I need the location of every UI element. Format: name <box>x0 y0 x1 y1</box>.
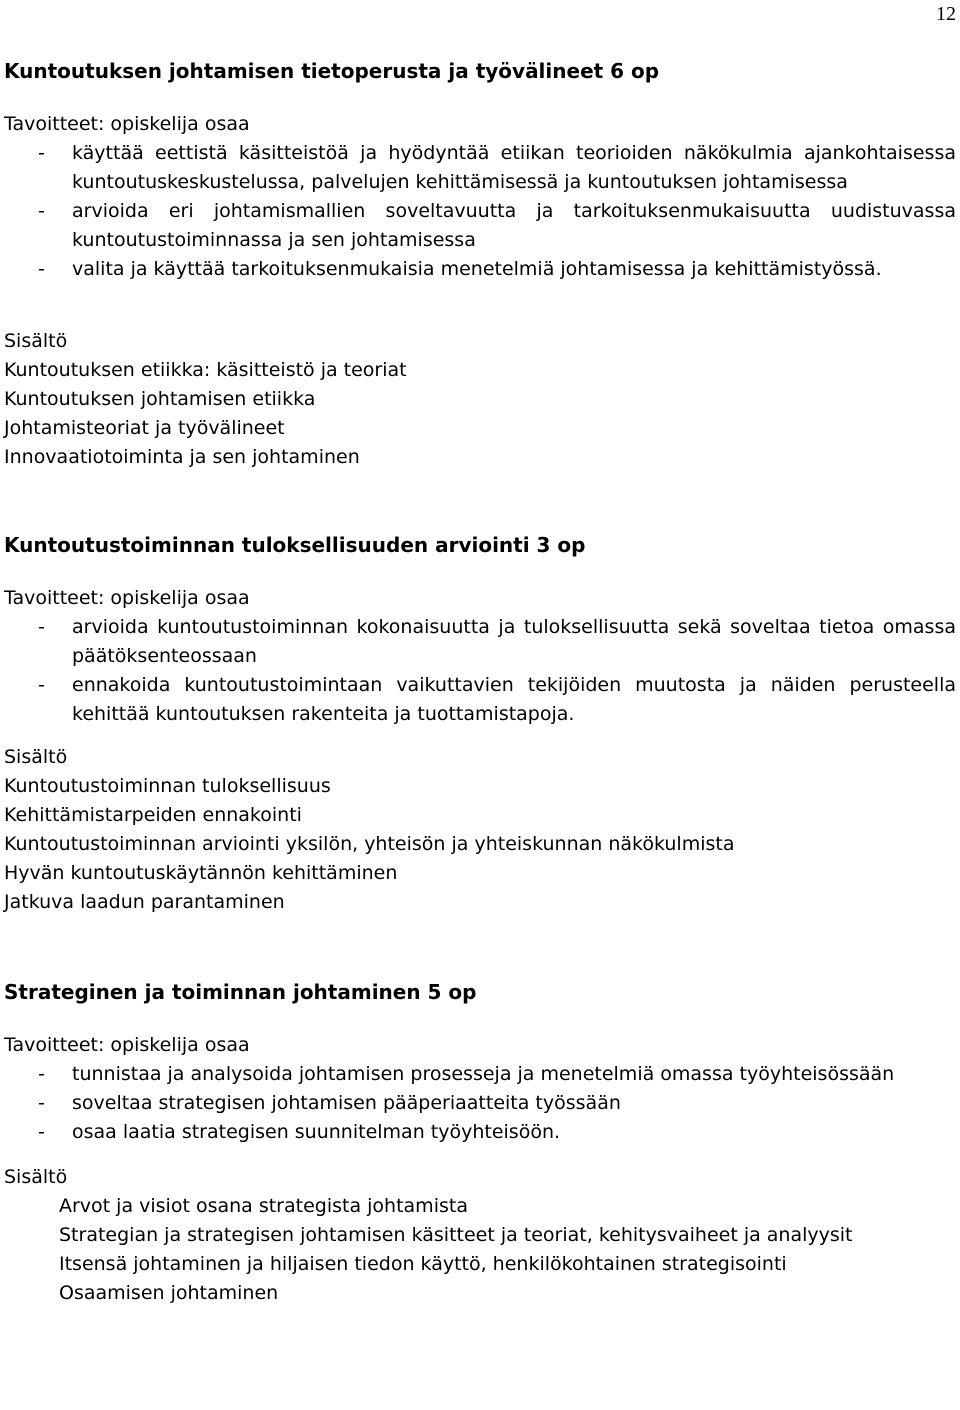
page-number: 12 <box>936 3 956 25</box>
dash-bullet: - <box>38 258 45 280</box>
goal-item <box>4 139 956 197</box>
goal-text: valita ja käyttää tarkoituksenmukaisia menetelmiä johtamisessa ja kehittämistyössä. <box>72 258 882 280</box>
dash-bullet: - <box>38 1092 45 1114</box>
content-item: Johtamisteoriat ja työvälineet <box>4 417 285 439</box>
goals-list <box>4 139 956 284</box>
goal-text: arvioida eri johtamismallien soveltavuutta ja tarkoituksenmukaisuutta uudistuvassa kuntoutustoiminnassa ja sen johtamisessa <box>72 200 956 251</box>
content-item: Jatkuva laadun parantaminen <box>4 891 285 913</box>
dash-bullet: - <box>38 616 45 638</box>
dash-bullet: - <box>38 1063 45 1085</box>
content-block <box>4 1163 956 1308</box>
goal-text: käyttää eettistä käsitteistöä ja hyödyntää etiikan teorioiden näkökulmia ajankohtaisessa kuntoutuskeskustelussa, palvelujen kehittämisessä ja kuntoutuksen johtamisessa <box>72 142 956 193</box>
section-title: Strateginen ja toiminnan johtaminen 5 op <box>4 980 477 1004</box>
goals-block <box>4 1031 956 1147</box>
content-block <box>4 327 956 472</box>
goals-list <box>4 613 956 729</box>
document-body <box>4 56 956 1308</box>
goals-list <box>4 1060 956 1147</box>
goal-item <box>4 1060 956 1089</box>
section-title: Kuntoutuksen johtamisen tietoperusta ja työvälineet 6 op <box>4 59 660 83</box>
content-list <box>4 1192 956 1308</box>
content-list <box>4 772 956 917</box>
goal-item <box>4 671 956 729</box>
course-section <box>4 977 956 1308</box>
section-title: Kuntoutustoiminnan tuloksellisuuden arviointi 3 op <box>4 533 586 557</box>
goals-intro: Tavoitteet: opiskelija osaa <box>4 113 250 135</box>
content-item: Kuntoutuksen johtamisen etiikka <box>4 388 316 410</box>
goals-block <box>4 584 956 729</box>
content-item: Hyvän kuntoutuskäytännön kehittäminen <box>4 862 398 884</box>
goal-text: ennakoida kuntoutustoimintaan vaikuttavien tekijöiden muutosta ja näiden perusteella kehittää kuntoutuksen rakenteita ja tuottamistapoja. <box>72 674 956 725</box>
goal-item <box>4 613 956 671</box>
dash-bullet: - <box>38 1121 45 1143</box>
goal-item <box>4 1089 956 1118</box>
course-section <box>4 56 956 472</box>
content-item: Kehittämistarpeiden ennakointi <box>4 804 302 826</box>
content-item: Kuntoutustoiminnan tuloksellisuus <box>4 775 331 797</box>
course-section <box>4 530 956 917</box>
goals-intro: Tavoitteet: opiskelija osaa <box>4 587 250 609</box>
goal-text: tunnistaa ja analysoida johtamisen prosesseja ja menetelmiä omassa työyhteisössään <box>72 1063 895 1085</box>
content-item: Strategian ja strategisen johtamisen käsitteet ja teoriat, kehitysvaiheet ja analyysit <box>59 1224 853 1246</box>
goal-text: soveltaa strategisen johtamisen pääperiaatteita työssään <box>72 1092 621 1114</box>
goals-block <box>4 110 956 284</box>
goals-intro: Tavoitteet: opiskelija osaa <box>4 1034 250 1056</box>
content-item: Arvot ja visiot osana strategista johtamista <box>59 1195 468 1217</box>
content-item: Osaamisen johtaminen <box>59 1282 279 1304</box>
goal-item <box>4 255 956 284</box>
content-item: Innovaatiotoiminta ja sen johtaminen <box>4 446 360 468</box>
goal-text: osaa laatia strategisen suunnitelman työyhteisöön. <box>72 1121 561 1143</box>
content-list <box>4 356 956 472</box>
content-block <box>4 743 956 917</box>
dash-bullet: - <box>38 200 45 222</box>
goal-text: arvioida kuntoutustoiminnan kokonaisuutta ja tuloksellisuutta sekä soveltaa tietoa omassa päätöksenteossaan <box>72 616 956 667</box>
goal-item <box>4 197 956 255</box>
content-label: Sisältö <box>4 330 68 352</box>
content-item: Kuntoutustoiminnan arviointi yksilön, yhteisön ja yhteiskunnan näkökulmista <box>4 833 735 855</box>
content-label: Sisältö <box>4 746 68 768</box>
content-item: Kuntoutuksen etiikka: käsitteistö ja teoriat <box>4 359 407 381</box>
goal-item <box>4 1118 956 1147</box>
dash-bullet: - <box>38 142 45 164</box>
dash-bullet: - <box>38 674 45 696</box>
content-label: Sisältö <box>4 1166 68 1188</box>
content-item: Itsensä johtaminen ja hiljaisen tiedon käyttö, henkilökohtainen strategisointi <box>59 1253 787 1275</box>
